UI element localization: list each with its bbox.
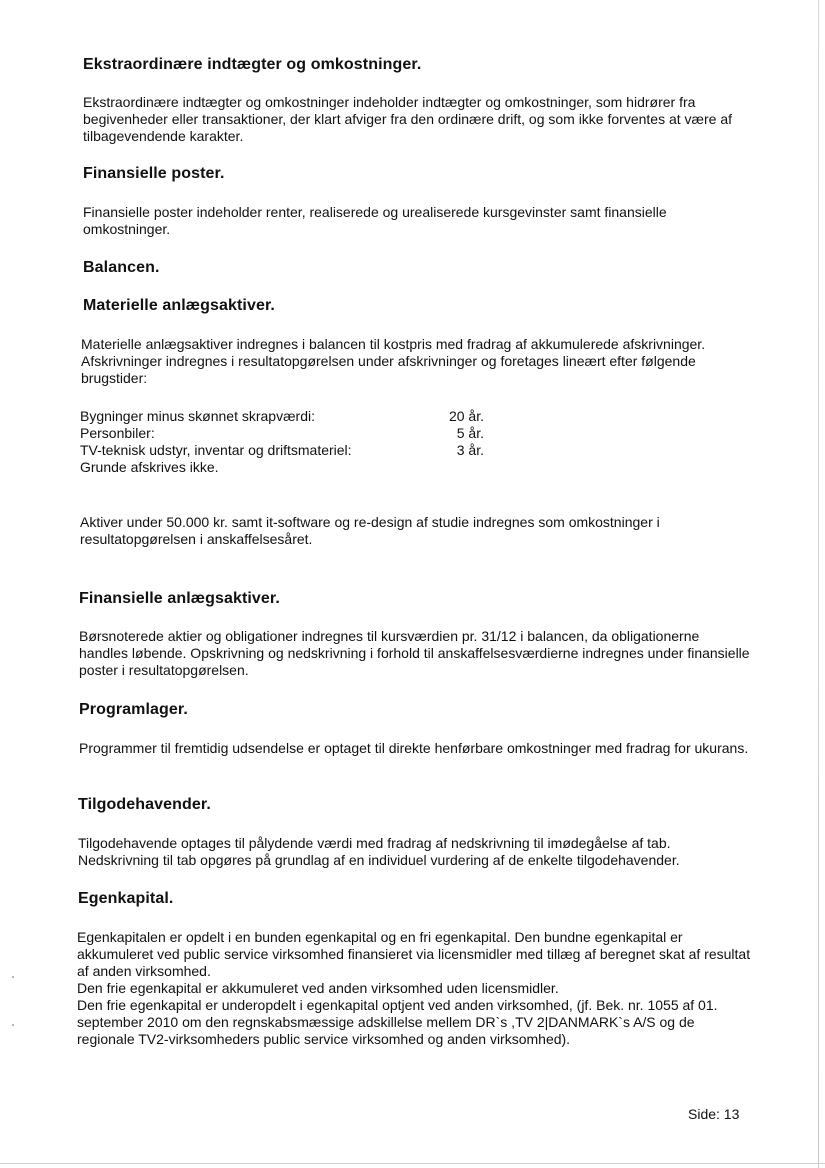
assets-note: Aktiver under 50.000 kr. samt it-software og re-design af studie indregnes som omkostninger i resultatopgørelsen i anskaffelsesåret. [80,514,660,547]
section-body-financial-assets: Børsnoterede aktier og obligationer indregnes til kursværdien pr. 31/12 i balancen, da obligationerne handles løbende. Opskrivning og nedskrivning i forhold til anskaffelsesværdierne indregnes under finansielle poster i resultatopgørelsen. [79,628,750,678]
depreciation-years: 5 år. [456,425,484,441]
section-body-extraordinary: Ekstraordinære indtægter og omkostninger indeholder indtægter og omkostninger, som hidrører fra begivenheder eller transaktioner, der klart afviger fra den ordinære drift, og som ikke forventes at være af tilbagevendende karakter. [83,94,732,144]
section-heading-balance: Balancen. [83,259,160,276]
section-heading-extraordinary: Ekstraordinære indtægter og omkostninger. [83,56,422,73]
depreciation-row [80,425,484,442]
depreciation-item: TV-teknisk udstyr, inventar og driftsmateriel: [80,442,352,458]
depreciation-item: Bygninger minus skønnet skrapværdi: [80,408,315,424]
section-body-receivables: Tilgodehavende optages til pålydende værdi med fradrag af nedskrivning til imødegåelse af tab. Nedskrivning til tab opgøres på grundlag af en individuel vurdering af de enkelte tilgodehavender. [78,835,680,868]
depreciation-table [80,408,484,459]
section-body-tangible-assets: Materielle anlægsaktiver indregnes i balancen til kostpris med fradrag af akkumulerede afskrivninger. Afskrivninger indregnes i resultatopgørelsen under afskrivninger og foretages lineært efter følgende brugstider: [81,336,706,386]
section-body-financial-items: Finansielle poster indeholder renter, realiserede og urealiserede kursgevinster samt finansielle omkostninger. [83,204,667,237]
section-heading-financial-assets: Finansielle anlægsaktiver. [79,590,280,607]
scan-edge-right [818,0,819,1168]
section-heading-programme-stock: Programlager. [79,701,188,718]
section-body-programme-stock: Programmer til fremtidig udsendelse er optaget til direkte henførbare omkostninger med fradrag for ukurans. [79,740,749,756]
depreciation-item: Personbiler: [80,425,155,441]
section-heading-equity: Egenkapital. [78,890,174,907]
depreciation-years: 20 år. [448,408,484,424]
page-number: Side: 13 [688,1106,740,1122]
scan-speck [12,976,14,978]
depreciation-row [80,408,484,425]
depreciation-row [80,442,484,459]
section-heading-tangible-assets: Materielle anlægsaktiver. [83,297,275,314]
scan-edge-bottom [0,1163,825,1164]
equity-paragraph: Den frie egenkapital er akkumuleret ved anden virksomhed uden licensmidler. [77,980,559,996]
scan-speck [12,1024,14,1026]
land-note: Grunde afskrives ikke. [80,459,219,475]
equity-paragraph: Den frie egenkapital er underopdelt i egenkapital optjent ved anden virksomhed, (jf. Bek. nr. 1055 af 01. september 2010 om den regnskabsmæssige adskillelse mellem DR`s ,TV 2|DANMARK`s A/S og de regionale TV2-virksomheders public service virksomhed og anden virksomhed). [77,997,718,1047]
depreciation-years: 3 år. [456,442,484,458]
section-heading-receivables: Tilgodehavender. [78,796,211,813]
section-heading-financial-items: Finansielle poster. [83,165,225,182]
equity-paragraph: Egenkapitalen er opdelt i en bunden egenkapital og en fri egenkapital. Den bundne egenkapital er akkumuleret ved public service virksomhed finansieret via licensmidler med tillæg af beregnet skat af resultat af anden virksomhed. [77,929,751,979]
